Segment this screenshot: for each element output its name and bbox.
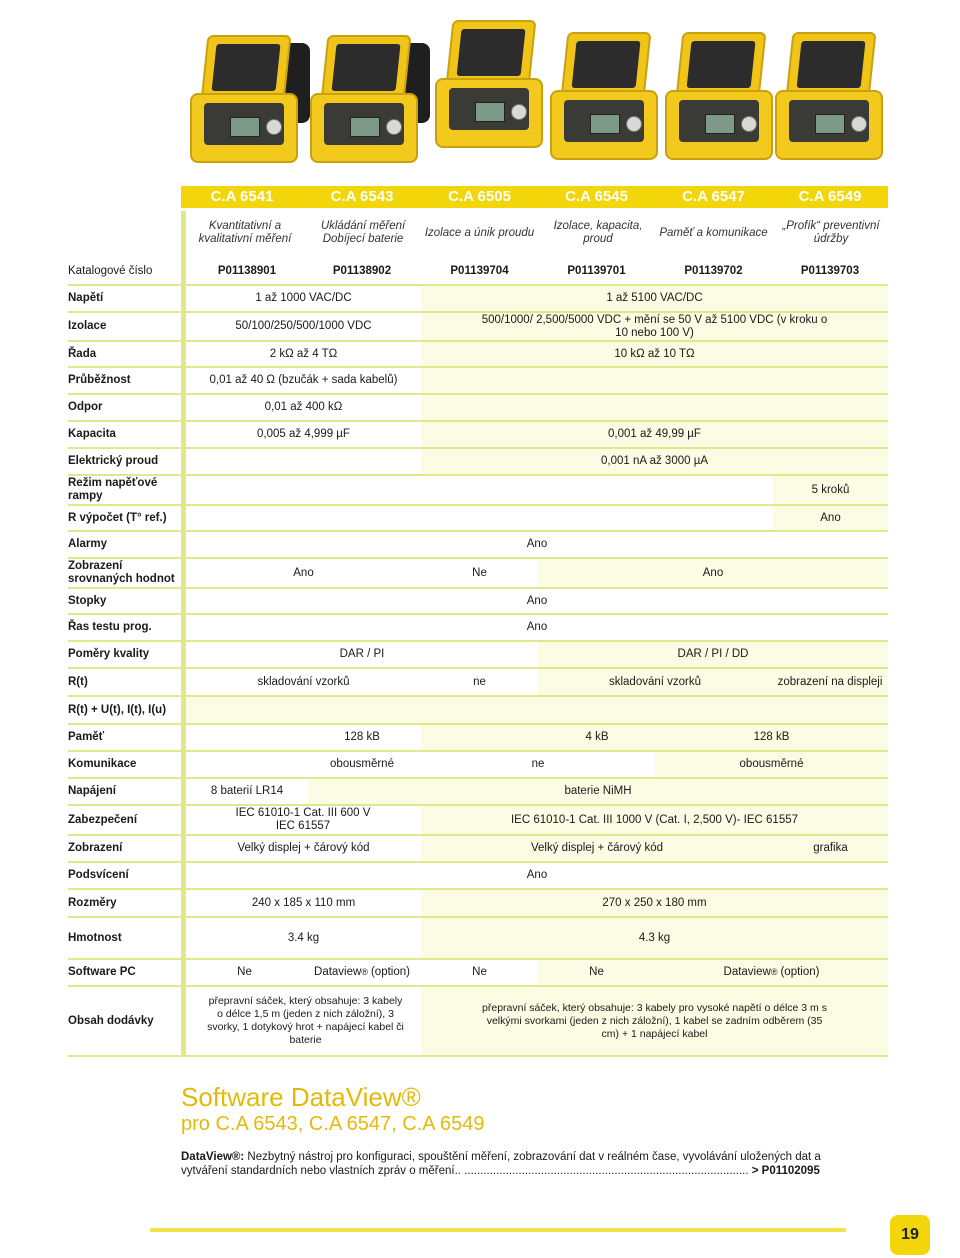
catalog-number-3: P01139704 [450,264,509,277]
cell-napajeni-a: 8 baterií LR14 [210,785,284,797]
cell-rt-c: skladování vzorků [538,669,772,695]
cell-pomery-a: DAR / PI [339,648,385,660]
cell-rada-a: 2 kΩ až 4 TΩ [269,347,338,360]
cell-obsah-a: přepravní sáček, který obsahuje: 3 kabely o délce 1,5 m (jeden z nich záložní), 3 svorky, 1 dotykový hrot + napájecí kabel či baterie [207,995,404,1046]
product-photo-ca6545 [550,32,660,162]
row-label: Stopky [68,594,107,607]
row-label: Rozměry [68,896,117,909]
product-photo-ca6543 [310,35,420,165]
cell-kapacita-b: 0,001 až 49,99 µF [421,422,888,447]
product-photos [185,10,885,180]
row-label: Obsah dodávky [68,1014,154,1027]
model-header-1: C.A 6541 [181,186,303,208]
row-rvypocet [68,506,888,530]
row-zabezpeceni [68,806,888,834]
cell-pamet-b: 4 kB [421,725,773,750]
software-title: Software DataView® [181,1082,421,1112]
row-label: Režim napěťové rampy [68,477,158,502]
row-label: Komunikace [68,758,137,770]
row-label: Poměry kvality [68,648,150,660]
model-subtitle-6: „Profík“ preventivní údržby [782,220,880,245]
row-label: Průběžnost [68,374,131,386]
cell-rozmery-b: 270 x 250 x 180 mm [421,890,888,916]
catalog-number-2: P01138902 [332,264,392,277]
cell-hmotnost-b: 4.3 kg [421,918,888,958]
row-label: Software PC [68,966,136,978]
registered-mark: ® [770,967,778,977]
cell-zabezpeceni-a: IEC 61010-1 Cat. III 600 V IEC 61557 [235,807,371,832]
option-note: (option) [370,966,410,978]
cell-proud-b: 0,001 nA až 3000 µA [421,449,888,474]
cell-odpor-a: 0,01 až 400 kΩ [264,401,343,413]
row-ras [68,615,888,640]
row-zobrazeni [68,836,888,861]
cell-hmotnost-a: 3.4 kg [287,931,320,944]
cell-software-d: Ne [538,960,655,985]
cell-rt-d: zobrazení na displeji [772,669,888,695]
row-label: Alarmy [68,538,107,550]
cell-software-c: Ne [472,966,487,978]
catalog-number-1: P01138901 [217,264,277,277]
cell-pamet-empty [186,725,303,750]
row-proud [68,449,888,474]
cell-proud-empty [186,449,421,474]
registered-mark: ® [361,967,368,977]
row-label: Katalogové číslo [68,264,153,277]
row-label: Napětí [68,292,104,304]
cell-rtu-empty [186,697,888,723]
model-header-2: C.A 6543 [303,186,421,208]
row-rada [68,342,888,366]
cell-rt-a: skladování vzorků [257,675,350,688]
cell-komunikace-a: obousměrné [330,758,394,770]
cell-komunikace-b: ne [531,758,545,770]
model-subtitle-2: Ukládání měření Dobíjecí baterie [320,220,406,245]
description-text: Nezbytný nástroj pro konfiguraci, spouštění měření, zobrazování dat v reálném čase, vyvolávání uložených dat a vytváření standardních nebo vlastních zpráv o měření.. ......................................................................................... [181,1151,821,1177]
catalog-number-6: P01139703 [800,264,860,277]
cell-prubeznost-empty [421,368,888,393]
cell-podsviceni-a: Ano [526,869,548,881]
model-subtitle-1: Kvantitativní a kvalitativní měření [198,220,292,245]
cell-napeti-a: 1 až 1000 VAC/DC [255,292,352,304]
row-odpor [68,395,888,420]
cell-napeti-b: 1 až 5100 VAC/DC [421,286,888,311]
footer-bar [150,1228,846,1232]
row-zobrazeni-srovnanych [68,559,888,587]
row-label: Hmotnost [68,931,122,944]
cell-zobrazeni-sh-c: Ano [538,559,888,587]
separator [68,1055,888,1057]
row-alarmy [68,532,888,557]
row-label: Zabezpečení [68,813,138,826]
row-rt [68,669,888,695]
product-photo-ca6541 [190,35,300,165]
row-stopky [68,589,888,613]
model-subtitle-3: Izolace a únik proudu [424,226,535,239]
cell-pamet-a: 128 kB [344,731,380,743]
description-label: DataView®: [181,1151,245,1163]
product-reference: > P01102095 [751,1165,820,1177]
cell-rampy-empty [186,476,773,504]
row-label: Izolace [68,320,107,332]
cell-rt-b: ne [473,675,486,688]
row-label: Řas testu prog. [68,621,152,633]
row-label: Napájení [68,785,116,797]
row-label: Řada [68,347,97,360]
row-label: Zobrazení srovnaných hodnot [68,560,175,585]
row-podsviceni [68,863,888,888]
row-label: Elektrický proud [68,455,159,467]
cell-stopky-a: Ano [526,594,548,607]
cell-zobrazeni-sh-b: Ne [472,566,487,579]
cell-napajeni-b: baterie NiMH [308,779,888,804]
cell-rozmery-a: 240 x 185 x 110 mm [251,896,356,909]
cell-odpor-empty [421,395,888,420]
row-rampy [68,476,888,504]
row-pamet [68,725,888,750]
model-subtitle-4: Izolace, kapacita, proud [553,220,643,245]
cell-ras-a: Ano [526,621,548,633]
cell-izolace-a: 50/100/250/500/1000 VDC [235,320,372,332]
option-note: (option) [780,966,820,978]
cell-izolace-b: 500/1000/ 2,500/5000 VDC + mění se 50 V až 5100 VDC (v kroku o 10 nebo 100 V) [421,313,888,340]
row-label: R výpočet (T° ref.) [68,511,167,524]
cell-rvypocet-empty [186,506,773,530]
row-label: Odpor [68,401,103,413]
row-izolace [68,313,888,340]
row-label: R(t) + U(t), I(t), I(u) [68,703,167,716]
model-header-5: C.A 6547 [655,186,772,208]
product-photo-ca6549 [775,32,885,162]
cell-zabezpeceni-b: IEC 61010-1 Cat. III 1000 V (Cat. I, 2,500 V)- IEC 61557 [421,806,888,834]
product-photo-ca6547 [665,32,775,162]
cell-zobrazeni-sh-a: Ano [293,566,314,579]
model-header-4: C.A 6545 [538,186,655,208]
model-header-3: C.A 6505 [421,186,538,208]
software-description [181,1150,861,1178]
model-subtitle-5: Paměť a komunikace [659,226,768,239]
cell-alarmy-a: Ano [526,538,548,550]
software-subtitle: pro C.A 6543, C.A 6547, C.A 6549 [181,1113,485,1135]
cell-zobrazeni-a: Velký displej + čárový kód [237,842,370,854]
row-komunikace [68,752,888,777]
cell-rada-b: 10 kΩ až 10 TΩ [421,342,888,366]
cell-zobrazeni-b: Velký displej + čárový kód [421,836,773,861]
row-label: Kapacita [68,428,116,440]
product-photo-ca6505 [435,20,545,150]
row-napajeni [68,779,888,804]
row-kapacita [68,422,888,447]
dataview-name: Dataview [723,966,771,978]
catalog-number-4: P01139701 [567,264,626,277]
row-prubeznost [68,368,888,393]
model-header-6: C.A 6549 [772,186,888,208]
row-label: Podsvícení [68,869,129,881]
cell-pamet-c: 128 kB [655,725,888,750]
cell-software-e [655,960,888,985]
cell-zobrazeni-c: grafika [773,836,888,861]
cell-prubeznost-a: 0,01 až 40 Ω (bzučák + sada kabelů) [209,374,398,386]
row-software [68,960,888,985]
cell-rampy-c: 5 kroků [773,476,888,504]
cell-software-a: Ne [237,966,252,978]
row-catalog [68,260,888,282]
row-label: Paměť [68,731,105,743]
row-hmotnost [68,918,888,958]
row-napeti [68,286,888,311]
cell-rvypocet-c: Ano [773,506,888,530]
cell-pomery-b: DAR / PI / DD [538,642,888,667]
cell-software-b [303,960,421,985]
page-number: 19 [890,1215,930,1255]
row-label: R(t) [68,675,88,688]
row-pomery [68,642,888,667]
catalog-number-5: P01139702 [684,264,743,277]
cell-komunikace-c: obousměrné [655,752,888,777]
cell-kapacita-a: 0,005 až 4,999 µF [257,428,350,440]
dataview-name: Dataview [314,966,362,978]
row-label: Zobrazení [68,842,123,854]
row-obsah [68,987,888,1055]
row-rozmery [68,890,888,916]
cell-obsah-b: přepravní sáček, který obsahuje: 3 kabely pro vysoké napětí o délce 3 m s velkými svorkami (jeden z nich záložní), 1 kabel se zadním odběrem (35 cm) + 1 napájecí kabel [421,987,888,1055]
row-rtu [68,697,888,723]
